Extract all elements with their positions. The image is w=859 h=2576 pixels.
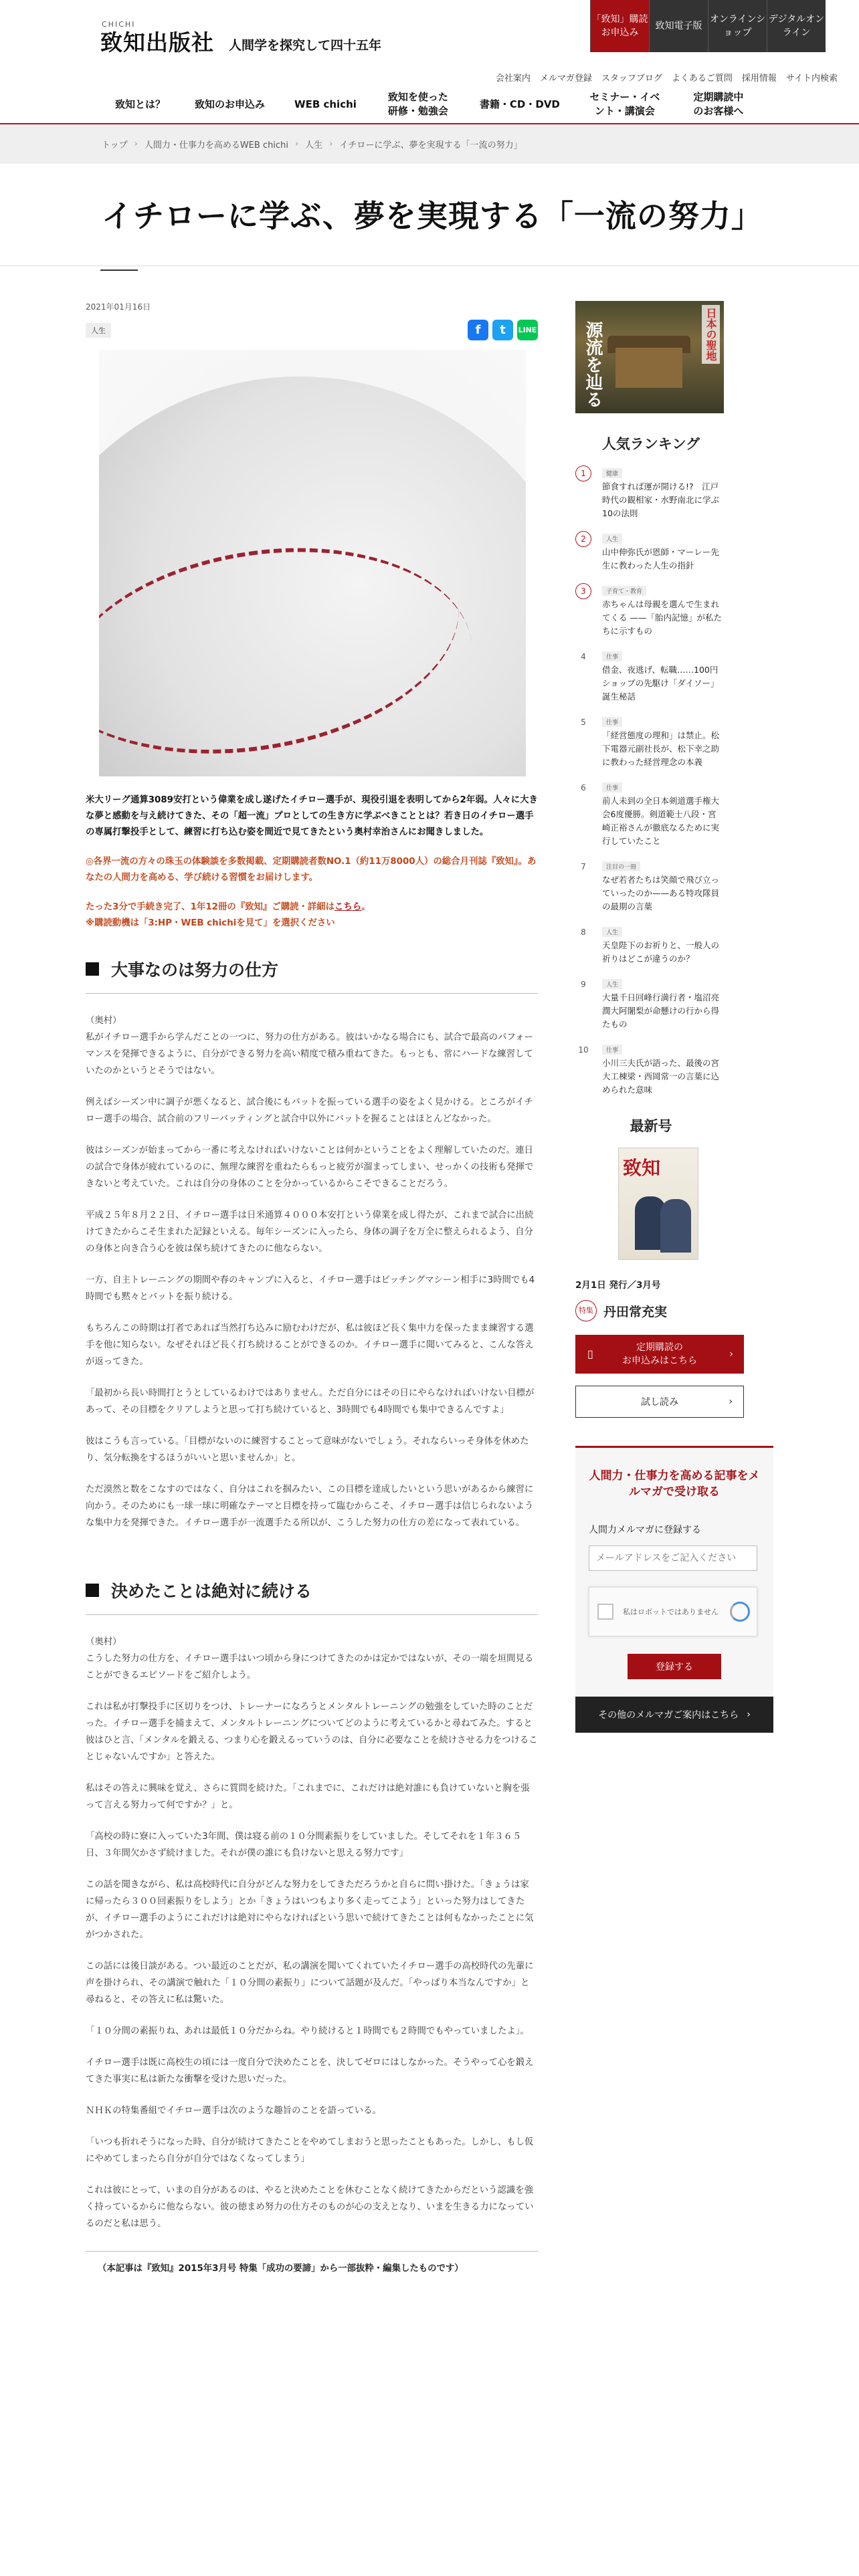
article-paragraph: イチロー選手は既に高校生の頃には一度自分で決めたことを、決してゼロにはしなかった。そうやって心を鍛えてきた事実に私は新たな衝撃を受けた思いだった。 (86, 2058, 534, 2084)
nav-training[interactable]: 致知を使った研修・勉強会 (387, 91, 448, 117)
ranking-item[interactable] (575, 465, 773, 520)
ranking-item[interactable] (575, 1042, 773, 1097)
online-shop-button[interactable]: オンラインショップ (708, 0, 767, 52)
global-nav (100, 86, 762, 123)
nav-seminar[interactable]: セミナー・イベント・講演会 (589, 91, 660, 117)
chevron-right-icon: › (134, 138, 138, 149)
article-paragraph: 平成２５年８月２２日、イチロー選手は日米通算４０００本安打という偉業を成し得たが、これまで試合に出続けてきたからこそ生まれた記録といえる。毎年シーズンに入ったら、身体の調子を万全に整えられるよう、自分の身体と向き合う心を彼は保ち続けてきたのに他ならない。 (86, 1210, 534, 1254)
nav-books[interactable]: 書籍・CD・DVD (479, 98, 560, 110)
cover-person (660, 1199, 691, 1253)
chevron-right-icon: › (747, 1709, 751, 1720)
ranking-item[interactable] (575, 780, 773, 848)
subscribe-top-button[interactable]: 「致知」購読お申込み (590, 0, 649, 52)
facebook-share-icon[interactable]: f (468, 320, 488, 340)
chevron-right-icon: › (729, 1396, 733, 1407)
breadcrumb-home[interactable]: トップ (102, 140, 128, 150)
site-logo[interactable]: 致知出版社 (100, 29, 214, 56)
ranking-tag: 子育て・教育 (602, 586, 646, 596)
section-heading-1-text: 大事なのは努力の仕方 (111, 960, 279, 980)
ranking-item[interactable] (575, 583, 773, 638)
ranking-tag: 仕事 (602, 782, 622, 792)
ranking-tag: 健康 (602, 468, 622, 478)
article-paragraph: ただ漠然と数をこなすのではなく、自分はこれを掴みたい、この目標を達成したいという思いがあるから練習に向かう。そのためにも一球一球に明確なテーマと目標を持って臨むからこそ、イチロー選手は信じられないような集中力を発揮できた。イチロー選手が一流選手たる所以が、こうした努力の仕方の差になって表れている。 (86, 1485, 534, 1528)
ranking-number: 3 (575, 583, 591, 599)
book-icon: ▯ (587, 1348, 593, 1360)
breadcrumb-webchichi[interactable]: 人間力・仕事力を高めるWEB chichi (144, 140, 288, 150)
subscribe-button-label: 定期購読の お申込みはこちら (622, 1342, 697, 1366)
digital-online-button[interactable]: デジタルオンライン (767, 0, 826, 52)
promo-cta (86, 899, 538, 932)
ranking-content (602, 780, 723, 848)
share-buttons (468, 320, 538, 340)
promo-text: ◎各界一流の方々の珠玉の体験談を多数掲載、定期購読者数NO.1（約11万8000人）の総合月刊誌『致知』。あなたの人間力を高める、学び続ける習慣をお届けします。 (86, 857, 537, 883)
other-mailmag-button[interactable] (575, 1697, 773, 1733)
mailmag-box (575, 1446, 773, 1697)
ranking-item[interactable] (575, 649, 773, 704)
article-paragraph: 「最初から長い時間打とうとしているわけではありません。ただ自分にはその日にやらなければいけない目標があって、その目標をクリアしようと思って打ち続けていると、3時間でも4時間でも集中できるんですよ」 (86, 1388, 535, 1415)
util-link-company[interactable]: 会社案内 (495, 74, 531, 84)
section-heading-2 (86, 1578, 538, 1615)
ranking-text: 借金、夜逃げ、転職……100円ショップの先駆け「ダイソー」誕生秘話 (602, 665, 719, 702)
ranking-tag: 仕事 (602, 651, 622, 661)
recaptcha-logo-icon (730, 1602, 750, 1622)
ranking-content (602, 924, 723, 966)
mailmag-label: 人間力メルマガに登録する (589, 1525, 701, 1535)
ranking-content (602, 976, 723, 1031)
magazine-cover[interactable] (618, 1148, 698, 1260)
ebook-button[interactable]: 致知電子版 (649, 0, 708, 52)
ranking-item[interactable] (575, 859, 773, 914)
ranking-number: 10 (578, 1045, 589, 1055)
util-link-blog[interactable]: スタッフブログ (601, 74, 662, 84)
ranking-tag: 仕事 (602, 717, 622, 727)
ranking-tag: 人生 (602, 534, 622, 544)
util-link-faq[interactable]: よくあるご質問 (671, 74, 733, 84)
chevron-right-icon: › (294, 138, 299, 149)
article-paragraph: 彼はこうも言っている。「目標がないのに練習することって意味がないでしょう。それならいっそ身体を休めたり、気分転換をするほうがいいと思いませんか」と。 (86, 1436, 529, 1463)
ranking-tag: 人生 (602, 927, 622, 937)
article-paragraph: この話には後日談がある。つい最近のことだが、私の講演を聞いてくれていたイチロー選手の高校時代の先輩に声を掛けられ、その講演で触れた「１０分間の素振り」について話題が及んだ。「やっぱり本当なんですか」と尋ねると、その答えに私は驚いた。 (86, 1961, 534, 2005)
ranking-number: 5 (581, 718, 586, 727)
email-field[interactable] (589, 1545, 757, 1571)
nav-webchichi[interactable]: WEB chichi (294, 98, 357, 110)
nav-about[interactable]: 致知とは？ (115, 98, 166, 110)
ranking-content (602, 649, 723, 704)
ranking-item[interactable] (575, 924, 773, 966)
ranking-number: 7 (581, 862, 586, 871)
article-paragraph: （奥村） こうした努力の仕方を、イチロー選手はいつ頃から身につけてきたのかは定かではないが、その一端を垣間見ることができるエピソードをご紹介しよう。 (86, 1637, 534, 1681)
article-tag[interactable]: 人生 (86, 323, 111, 338)
article-date: 2021年01月16日 (86, 302, 151, 312)
shrine-building (615, 348, 682, 388)
util-link-recruit[interactable]: 採用情報 (741, 74, 777, 84)
section-heading-2-text: 決めたことは絶対に続ける (111, 1582, 312, 1601)
article-paragraph: この話を聞きながら、私は高校時代に自分がどんな努力をしてきただろうかと自らに問い掛けた。「きょうは家に帰ったら３００回素振りをしよう」とか「きょうはいつもより多く走ってこよう」といった努力はしてきたが、イチロー選手のようにこれだけは絶対にやらなければという思いで続けてきたことは何もなかったことに気がつかされた。 (86, 1880, 534, 1940)
article-paragraph: 例えばシーズン中に調子が悪くなると、試合後にもバットを振っている選手の姿をよく見かける。ところがイチロー選手の場合、試合前のフリーバッティングと試合中以外にバットを握ることはほとんどなかった。 (86, 1097, 533, 1124)
section-1-body (86, 1012, 538, 1531)
ranking-tag: 人生 (602, 979, 622, 989)
ranking-list (575, 465, 773, 1097)
breadcrumb-category[interactable]: 人生 (305, 140, 323, 150)
twitter-share-icon[interactable]: t (492, 320, 513, 340)
page-title: イチローに学ぶ、夢を実現する「一流の努力」 (102, 198, 763, 234)
ranking-content (602, 859, 723, 914)
article-paragraph: 彼はシーズンが始まってから一番に考えなければいけないことは何かということをよく理解していたのだ。連日の試合で身体が疲れているのに、無理な練習を重ねたらもっと疲労が溜まってしまい、せっかくの技術も発揮できないと考えていた。これは自分の身体のことを分かっているからこそできることだろう。 (86, 1146, 534, 1189)
util-link-mailmag[interactable]: メルマガ登録 (539, 74, 592, 84)
title-underline (100, 270, 138, 271)
utility-links (496, 71, 838, 84)
baseball-shape (99, 377, 526, 776)
other-mailmag-label: その他のメルマガご案内はこちら (598, 1710, 739, 1721)
feature-label: 特集 (575, 1300, 597, 1321)
article-paragraph: これは彼にとって、いまの自分があるのは、やると決めたことを休むことなく続けてきたからだという認識を強く持っているからに他ならない。彼の徳まめ努力の仕方そのものが心の支えとなり、いまを生きる力になっているのだと私は思う。 (86, 2185, 534, 2229)
subscribe-button[interactable] (575, 1335, 744, 1374)
mailmag-heading: 人間力・仕事力を高める記事をメルマガで受け取る (589, 1469, 760, 1499)
article-source: （本記事は『致知』2015年3月号 特集「成功の要諦」から一部抜粋・編集したものです） (86, 2251, 538, 2274)
ranking-text: 「経営態度の理和」は禁止。松下電器元副社長が、松下幸之助に教わった経営理念の本義 (602, 730, 720, 767)
site-header (0, 0, 859, 124)
ranking-number: 9 (581, 980, 586, 989)
promo-cta-text: たった3分で手続き完了、1年12冊の『致知』ご購読・詳細は (86, 902, 335, 912)
header-divider (0, 123, 859, 124)
newest-title: 最新号 (630, 1118, 672, 1134)
ranking-number: 8 (581, 928, 586, 937)
feature-name: 丹田常充実 (603, 1304, 668, 1319)
register-button[interactable]: 登録する (628, 1654, 721, 1679)
shrine-banner[interactable] (575, 301, 724, 413)
ranking-text: 前人未到の全日本剣道選手権大会6度優勝。剣道範士八段・宮崎正裕さんが徹底なるために実行していたこと (602, 796, 720, 846)
title-area (0, 164, 859, 265)
ranking-content (602, 583, 723, 638)
util-link-search[interactable]: サイト内検索 (785, 74, 838, 84)
ranking-number: 4 (581, 652, 586, 661)
nav-apply[interactable]: 致知のお申込み (195, 98, 266, 110)
breadcrumb-current: イチローに学ぶ、夢を実現する「一流の努力」 (339, 140, 522, 150)
section-heading-1 (86, 957, 538, 994)
logo-sub: CHICHI (102, 20, 136, 29)
chevron-right-icon: › (329, 138, 333, 149)
breadcrumb (0, 124, 859, 164)
article-paragraph: 一方、自主トレーニングの期間や春のキャンプに入ると、イチロー選手はピッチングマシーン相手に3時間でも4時間でも黙々とバットを振り続ける。 (86, 1275, 535, 1302)
article-paragraph: 「高校の時に寮に入っていた3年間、僕は寝る前の１０分間素振りをしていました。そしてそれを１年３６５日、３年間欠かさず続けました。それが僕の誰にも負けないと思える努力です」 (86, 1832, 522, 1858)
article-paragraph: ＮＨＫの特集番組でイチロー選手は次のような趣旨のことを語っている。 (86, 2106, 381, 2116)
chevron-right-icon: › (729, 1349, 733, 1360)
ranking-content (602, 1042, 723, 1097)
ranking-text: 赤ちゃんは母親を選んで生まれてくる ——「胎内記憶」が私たちに示すもの (602, 599, 722, 636)
lead-text: 米大リーグ通算3089安打という偉業を成し遂げたイチロー選手が、現役引退を表明してから2年弱。人々に大きな夢と感動を与え続けてきた、その「超一流」プロとしての生き方に学ぶべきこととは？若き日のイチロー選手の専属打撃投手として、練習に打ち込む姿を間近で見てきたという奥村幸治さんにお聞きしました。 (86, 795, 538, 837)
article-paragraph: 私はその答えに興味を覚え、さらに質問を続けた。「これまでに、これだけは絶対誰にも負けていないと胸を張って言える努力って何ですか？」と。 (86, 1784, 530, 1810)
hero-image-baseball (99, 350, 526, 776)
ranking-text: 大量千日回峰行満行者・塩沼亮潤大阿闍梨が命懸けの行から得たもの (602, 992, 720, 1029)
banner-title: 源流を辿る (583, 321, 603, 408)
ranking-item[interactable] (575, 714, 773, 769)
ranking-item[interactable] (575, 531, 773, 572)
banner-sub: 日本の聖地 (702, 305, 720, 364)
ranking-content (602, 714, 723, 769)
ranking-content (602, 531, 723, 572)
promo-cta-link[interactable]: こちら (335, 902, 362, 912)
cover-title: 致知 (623, 1157, 661, 1179)
article-paragraph: 「いつも折れそうになった時、自分が続けてきたことをやめてしまおうと思ったこともあった。しかし、もし仮にやめてしまったら自分が自分ではなくなってしまう」 (86, 2137, 534, 2164)
ranking-text: なぜ若者たちは笑顔で飛び立っていったのか——ある特攻隊員の最期の言葉 (602, 875, 720, 911)
ranking-text: 節食すれば運が開ける!? 江戸時代の観相家・水野南北に学ぶ10の法則 (602, 481, 720, 518)
article-paragraph: これは私が打撃投手に区切りをつけ、トレーナーになろうとメンタルトレーニングの勉強をしていた時のことだった。イチロー選手を捕まえて、メンタルトレーニングについてどのように考えているかと尋ねてみた。すると彼はひと言、「メンタルを鍛える、つまり心を鍛えるっていうのは、自分に必要なことを続けさせる力をつけることじゃないんですか」と答えた。 (86, 1702, 538, 1762)
nav-subscribers[interactable]: 定期購読中のお客様へ (693, 91, 744, 117)
ranking-number: 2 (575, 531, 591, 547)
ranking-content (602, 465, 723, 520)
ranking-number: 6 (581, 783, 586, 792)
sidebar (575, 266, 773, 1733)
article (86, 301, 538, 2274)
ranking-title: 人気ランキング (601, 436, 700, 452)
captcha-checkbox[interactable] (597, 1604, 613, 1620)
square-bullet-icon (86, 962, 99, 976)
captcha-widget (589, 1587, 757, 1636)
issue-info: 2月1日 発行／3月号 (575, 1280, 661, 1291)
ranking-text: 天皇陛下のお祈りと、一般人の祈りはどこが違うのか？ (602, 940, 720, 964)
article-paragraph: （奥村） 私がイチロー選手から学んだことの一つに、努力の仕方がある。彼はいかなる場合にも、試合で最高のパフォーマンスを発揮できるように、自分ができる努力を高い精度で積み重ねてきた。もっとも、常にハードな練習していたのかというとそうではない。 (86, 1016, 533, 1076)
promo-cta-end: 。 (361, 902, 371, 912)
tagline: 人間学を探究して四十五年 (229, 38, 382, 53)
trial-read-button[interactable] (575, 1386, 744, 1418)
line-share-icon[interactable]: LINE (517, 320, 538, 340)
top-buttons (590, 0, 826, 52)
ranking-tag: 注目の一冊 (602, 861, 640, 871)
ranking-number: 1 (575, 465, 591, 481)
feature-row (575, 1300, 773, 1321)
ranking-text: 山中伸弥氏が恩師・マーレー先生に教わった人生の指針 (602, 547, 719, 570)
promo-note: ※購読動機は「3:HP・WEB chichiを見て」を選択ください (86, 918, 335, 928)
trial-read-label: 試し読み (641, 1397, 678, 1408)
ranking-item[interactable] (575, 976, 773, 1031)
article-paragraph: もちろんこの時期は打者であれば当然打ち込みに励むわけだが、私は彼ほど長く集中力を保ったまま練習する選手を他に知らない。なぜそれほど長く打ち続けることができるのか。イチロー選手に聞いてみると、こんな答えが返ってきた。 (86, 1323, 534, 1367)
square-bullet-icon (86, 1584, 99, 1597)
article-paragraph: 「１０分間の素振りね、あれは最低１０分だからね。やり続けると１時間でも２時間でもやっていましたよ」。 (86, 2026, 529, 2036)
captcha-label: 私はロボットではありません (623, 1608, 719, 1616)
ranking-text: 小川三夫氏が語った、最後の宮大工棟梁・西岡常一の言葉に込められた意味 (602, 1058, 720, 1095)
ranking-tag: 仕事 (602, 1045, 622, 1055)
section-2-body (86, 1634, 538, 2232)
